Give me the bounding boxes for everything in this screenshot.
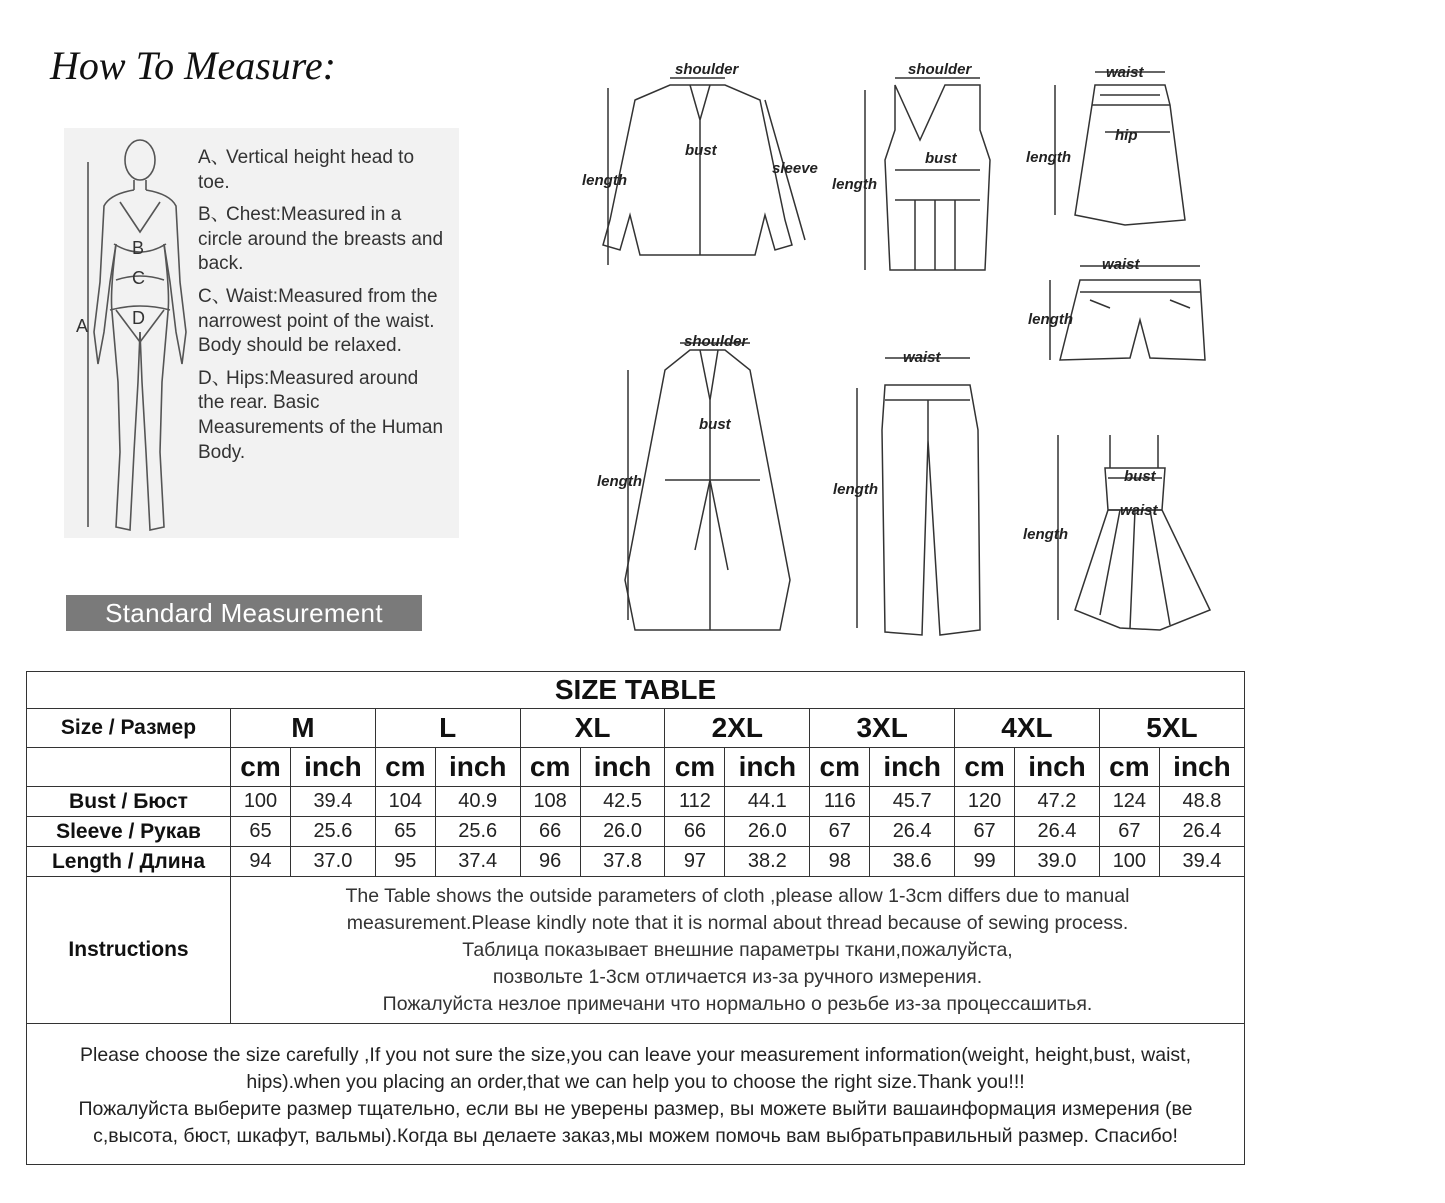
table-cell: 38.2 <box>725 847 810 877</box>
top-shoulder-label: shoulder <box>908 61 972 78</box>
table-cell: 112 <box>665 787 725 817</box>
table-cell: 108 <box>520 787 580 817</box>
label-a: A <box>76 316 89 336</box>
table-cell: 95 <box>375 847 435 877</box>
instructions-row <box>27 877 1245 1024</box>
skirt-hip-label: hip <box>1115 127 1138 144</box>
page-title: How To Measure: <box>50 43 336 88</box>
dress-diagram <box>1058 435 1210 630</box>
garment-diagrams <box>560 40 1230 640</box>
skirt-diagram <box>1055 72 1185 225</box>
size-table <box>26 671 1245 1165</box>
table-cell: 65 <box>231 817 291 847</box>
skirt-waist-label: waist <box>1106 64 1144 81</box>
coat-diagram <box>625 343 790 630</box>
unit-inch: inch <box>725 748 810 787</box>
coat-length-label: length <box>597 473 642 490</box>
table-cell: 66 <box>520 817 580 847</box>
top-length-label: length <box>832 176 877 193</box>
table-cell: 26.4 <box>1159 817 1244 847</box>
label-b: B <box>132 238 145 258</box>
table-cell: 39.4 <box>1159 847 1244 877</box>
table-cell: 116 <box>810 787 870 817</box>
row-label: Sleeve / Рукав <box>27 817 231 847</box>
table-cell: 37.4 <box>435 847 520 877</box>
shorts-waist-label: waist <box>1102 256 1140 273</box>
size-3xl: 3XL <box>810 709 955 748</box>
table-cell: 39.4 <box>291 787 376 817</box>
top-bust-label: bust <box>925 150 957 167</box>
instructions-label: Instructions <box>27 877 231 1024</box>
step-a: A、Vertical height head to toe. <box>198 147 415 193</box>
table-cell: 94 <box>231 847 291 877</box>
table-cell: 26.0 <box>725 817 810 847</box>
table-cell: 26.4 <box>870 817 955 847</box>
pants-length-label: length <box>833 481 878 498</box>
table-cell: 124 <box>1099 787 1159 817</box>
unit-inch: inch <box>870 748 955 787</box>
table-row-length <box>27 847 1245 877</box>
coat-shoulder-label: shoulder <box>684 333 748 350</box>
table-caption: SIZE TABLE <box>27 672 1245 709</box>
measure-steps <box>198 146 448 473</box>
dress-length-label: length <box>1023 526 1068 543</box>
shorts-diagram <box>1050 266 1205 360</box>
table-row-sleeve <box>27 817 1245 847</box>
table-cell: 25.6 <box>291 817 376 847</box>
table-cell: 97 <box>665 847 725 877</box>
table-cell: 67 <box>810 817 870 847</box>
unit-inch: inch <box>1015 748 1100 787</box>
table-cell: 40.9 <box>435 787 520 817</box>
table-cell: 66 <box>665 817 725 847</box>
label-c: C <box>132 268 145 288</box>
size-4xl: 4XL <box>955 709 1100 748</box>
table-cell: 37.0 <box>291 847 376 877</box>
unit-cm: cm <box>231 748 291 787</box>
table-cell: 65 <box>375 817 435 847</box>
table-cell: 38.6 <box>870 847 955 877</box>
unit-cm: cm <box>810 748 870 787</box>
standard-measurement-label: Standard Measurement <box>66 595 422 631</box>
unit-cm: cm <box>665 748 725 787</box>
table-cell: 25.6 <box>435 817 520 847</box>
table-cell: 100 <box>231 787 291 817</box>
unit-inch: inch <box>1159 748 1244 787</box>
table-cell: 120 <box>955 787 1015 817</box>
unit-cm: cm <box>1099 748 1159 787</box>
size-5xl: 5XL <box>1099 709 1244 748</box>
table-cell: 100 <box>1099 847 1159 877</box>
size-2xl: 2XL <box>665 709 810 748</box>
table-cell: 99 <box>955 847 1015 877</box>
table-cell: 104 <box>375 787 435 817</box>
table-cell: 48.8 <box>1159 787 1244 817</box>
dress-bust-label: bust <box>1124 468 1156 485</box>
human-body-figure <box>70 132 200 542</box>
table-cell: 98 <box>810 847 870 877</box>
table-cell: 67 <box>1099 817 1159 847</box>
unit-row-header <box>27 748 231 787</box>
unit-cm: cm <box>375 748 435 787</box>
table-cell: 45.7 <box>870 787 955 817</box>
table-cell: 37.8 <box>580 847 665 877</box>
table-cell: 42.5 <box>580 787 665 817</box>
table-cell: 44.1 <box>725 787 810 817</box>
size-advice-note: Please choose the size carefully ,If you not sure the size,you can leave your measurement information(weight, height,bust, waist, hips).when you placing an order,that we can help you to choose the right size.Thank you!!! Пожалуйста выберите размер тщательно, если вы не уверены размер, вы можете выйти вашаинформация измерения (ве с,высота, бюст, шкафут, вальмы).Когда вы делаете заказ,мы можем помочь вам выбратьправильный размер. Спасибо! <box>27 1024 1245 1165</box>
table-cell: 67 <box>955 817 1015 847</box>
step-c: C、Waist:Measured from the narrowest point of the waist. Body should be relaxed. <box>198 285 438 357</box>
table-cell: 47.2 <box>1015 787 1100 817</box>
table-cell: 26.4 <box>1015 817 1100 847</box>
size-m: M <box>231 709 376 748</box>
coat-bust-label: bust <box>699 416 731 433</box>
instructions-text: The Table shows the outside parameters of cloth ,please allow 1-3cm differs due to manual measurement.Please kindly note that it is normal about thread because of sewing process. Таблица показывает внешние параметры ткани,пожалуйста, позвольте 1-3см отличается из-за ручного измерения. Пожалуйста незлое примечани что нормально о резьбе из-за процессашитья. <box>231 877 1245 1024</box>
note-row <box>27 1024 1245 1165</box>
table-cell: 39.0 <box>1015 847 1100 877</box>
step-d: D、Hips:Measured around the rear. Basic Measurements of the Human Body. <box>198 367 444 463</box>
table-row-bust <box>27 787 1245 817</box>
pants-waist-label: waist <box>903 349 941 366</box>
step-b: B、Chest:Measured in a circle around the breasts and back. <box>198 204 444 275</box>
size-header: Size / Размер <box>27 709 231 748</box>
row-label: Length / Длина <box>27 847 231 877</box>
blouse-length-label: length <box>582 172 627 189</box>
label-d: D <box>132 308 145 328</box>
dress-waist-label: waist <box>1120 502 1158 519</box>
unit-inch: inch <box>435 748 520 787</box>
blouse-bust-label: bust <box>685 142 717 159</box>
size-xl: XL <box>520 709 665 748</box>
skirt-length-label: length <box>1026 149 1071 166</box>
blouse-shoulder-label: shoulder <box>675 61 739 78</box>
unit-inch: inch <box>580 748 665 787</box>
unit-cm: cm <box>955 748 1015 787</box>
table-cell: 26.0 <box>580 817 665 847</box>
shorts-length-label: length <box>1028 311 1073 328</box>
table-cell: 96 <box>520 847 580 877</box>
unit-cm: cm <box>520 748 580 787</box>
blouse-sleeve-label: sleeve <box>772 160 818 177</box>
size-l: L <box>375 709 520 748</box>
row-label: Bust / Бюст <box>27 787 231 817</box>
top-diagram <box>865 78 990 270</box>
unit-inch: inch <box>291 748 376 787</box>
